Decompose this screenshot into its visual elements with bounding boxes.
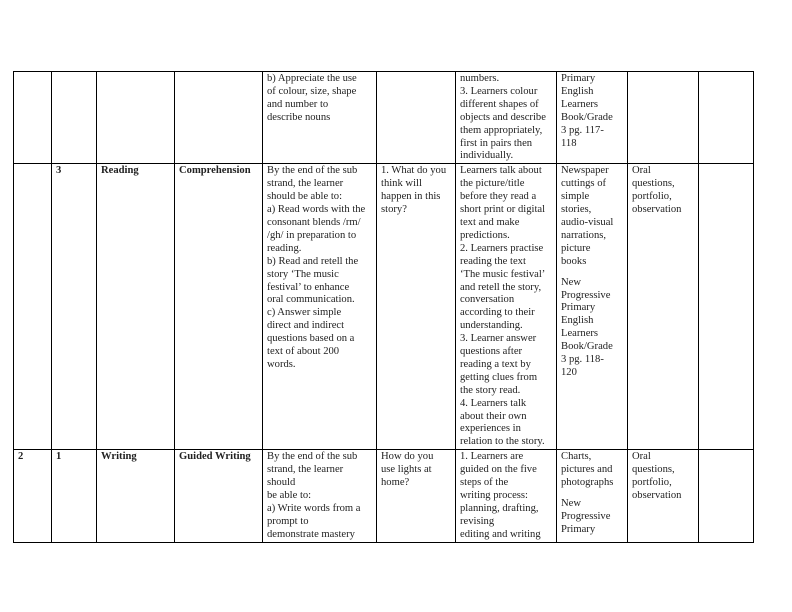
inquiry-question-cell: How do you use lights at home?	[377, 450, 456, 542]
inquiry-question-cell	[377, 72, 456, 164]
assessment-cell: Oral questions, portfolio, observation	[628, 450, 699, 542]
assessment-cell	[628, 72, 699, 164]
lesson-cell: 3	[52, 164, 97, 450]
learning-outcomes-cell: By the end of the sub strand, the learner should be able to: a) Write words from a prompt to demonstrate mastery	[263, 450, 377, 542]
resources-cell	[557, 72, 628, 164]
resources-cell	[557, 450, 628, 542]
lesson-cell	[52, 72, 97, 164]
remarks-cell	[699, 72, 754, 164]
lesson-cell: 1	[52, 450, 97, 542]
table-row	[14, 450, 754, 542]
resources-cell	[557, 164, 628, 450]
sub-strand-cell: Guided Writing	[175, 450, 263, 542]
assessment-cell: Oral questions, portfolio, observation	[628, 164, 699, 450]
sub-strand-cell	[175, 72, 263, 164]
inquiry-question-cell: 1. What do you think will happen in this story?	[377, 164, 456, 450]
strand-cell: Writing	[97, 450, 175, 542]
resources-text: Newspaper cuttings of simple stories, audio-visual narrations, picture books	[561, 165, 614, 267]
week-cell: 2	[14, 450, 52, 542]
learning-experiences-cell: numbers. 3. Learners colour different shapes of objects and describe them appropriately, first in pairs then individually.	[456, 72, 557, 164]
week-cell	[14, 164, 52, 450]
resources-book-text: New Progressive Primary	[561, 498, 611, 535]
strand-cell	[97, 72, 175, 164]
learning-experiences-cell: 1. Learners are guided on the five steps of the writing process: planning, drafting, revising editing and writing	[456, 450, 557, 542]
learning-experiences-cell: Learners talk about the picture/title before they read a short print or digital text and make predictions. 2. Learners practise reading the text ‘The music festival’ and retell the story, conversation according to their understanding. 3. Learner answer questions after reading a text by getting clues from the story read. 4. Learners talk about their own experiences in relation to the story.	[456, 164, 557, 450]
remarks-cell	[699, 450, 754, 542]
sub-strand-cell: Comprehension	[175, 164, 263, 450]
resources-text: Primary English Learners Book/Grade 3 pg. 117- 118	[561, 73, 613, 149]
resources-text: Charts, pictures and photographs	[561, 451, 614, 489]
learning-outcomes-cell: By the end of the sub strand, the learner should be able to: a) Read words with the consonant blends /rm/ /gh/ in preparation to reading. b) Read and retell the story ‘The music festival’ to enhance oral communication. c) Answer simple direct and indirect questions based on a text of about 200 words.	[263, 164, 377, 450]
table-row	[14, 164, 754, 450]
scheme-of-work-table	[13, 71, 754, 543]
resources-book-text: New Progressive Primary English Learners Book/Grade 3 pg. 118- 120	[561, 276, 613, 378]
table-row	[14, 72, 754, 164]
learning-outcomes-cell: b) Appreciate the use of colour, size, shape and number to describe nouns	[263, 72, 377, 164]
remarks-cell	[699, 164, 754, 450]
week-cell	[14, 72, 52, 164]
strand-cell: Reading	[97, 164, 175, 450]
